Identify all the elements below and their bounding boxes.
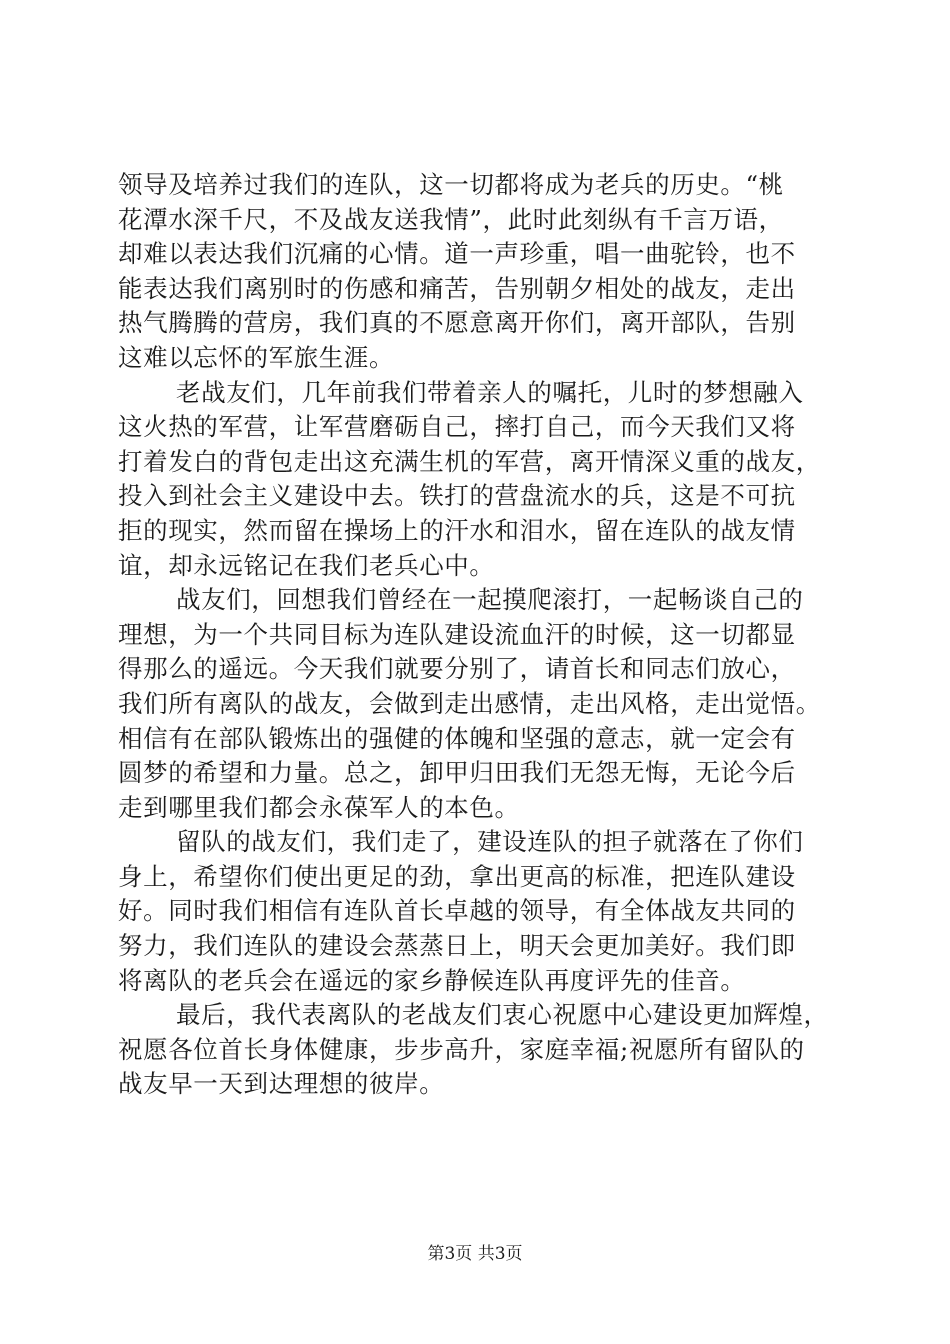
- text-line: 将离队的老兵会在遥远的家乡静候连队再度评先的佳音。: [118, 965, 746, 995]
- text-line: 热气腾腾的营房，我们真的不愿意离开你们，离开部队，告别: [118, 308, 796, 338]
- text-line: 战友早一天到达理想的彼岸。: [118, 1069, 445, 1099]
- text-line: 努力，我们连队的建设会蒸蒸日上，明天会更加美好。我们即: [118, 931, 796, 961]
- text-line: 老战友们，几年前我们带着亲人的嘱托，儿时的梦想融入: [176, 377, 804, 407]
- text-line: 得那么的遥远。今天我们就要分别了，请首长和同志们放心，: [118, 654, 796, 684]
- text-line: 拒的现实，然而留在操场上的汗水和泪水，留在连队的战友情: [118, 515, 796, 545]
- text-line: 最后，我代表离队的老战友们衷心祝愿中心建设更加辉煌，: [176, 1000, 829, 1030]
- paragraph-5: [118, 998, 858, 1102]
- text-line: 这火热的军营，让军营磨砺自己，摔打自己，而今天我们又将: [118, 412, 796, 442]
- page-footer: 第3页 共3页: [427, 1244, 523, 1264]
- document-body: [118, 168, 858, 1102]
- text-line: 好。同时我们相信有连队首长卓越的领导，有全体战友共同的: [118, 896, 796, 926]
- paragraph-3: [118, 583, 858, 825]
- text-line: 却难以表达我们沉痛的心情。道一声珍重，唱一曲驼铃，也不: [118, 239, 796, 269]
- text-line: 身上，希望你们使出更足的劲，拿出更高的标准，把连队建设: [118, 861, 796, 891]
- text-line: 走到哪里我们都会永葆军人的本色。: [118, 792, 520, 822]
- paragraph-2: [118, 376, 858, 584]
- text-line: 打着发白的背包走出这充满生机的军营，离开情深义重的战友，: [118, 446, 821, 476]
- text-line: 我们所有离队的战友，会做到走出感情，走出风格，走出觉悟。: [118, 688, 821, 718]
- text-line: 战友们，回想我们曾经在一起摸爬滚打，一起畅谈自己的: [176, 585, 804, 615]
- text-line: 花潭水深千尺，不及战友送我情”，此时此刻纵有千言万语，: [118, 204, 784, 234]
- text-line: 理想，为一个共同目标为连队建设流血汗的时候，这一切都显: [118, 619, 796, 649]
- text-line: 留队的战友们，我们走了，建设连队的担子就落在了你们: [176, 827, 804, 857]
- paragraph-4: [118, 825, 858, 998]
- text-line: 能表达我们离别时的伤感和痛苦，告别朝夕相处的战友，走出: [118, 273, 796, 303]
- text-line: 祝愿各位首长身体健康，步步高升，家庭幸福;祝愿所有留队的: [118, 1034, 805, 1064]
- text-line: 投入到社会主义建设中去。铁打的营盘流水的兵，这是不可抗: [118, 481, 796, 511]
- text-line: 领导及培养过我们的连队，这一切都将成为老兵的历史。“桃: [118, 170, 784, 199]
- text-line: 这难以忘怀的军旅生涯。: [118, 342, 395, 372]
- text-line: 圆梦的希望和力量。总之，卸甲归田我们无怨无悔，无论今后: [118, 758, 796, 788]
- text-line: 谊，却永远铭记在我们老兵心中。: [118, 550, 495, 580]
- text-line: 相信有在部队锻炼出的强健的体魄和坚强的意志，就一定会有: [118, 723, 796, 753]
- paragraph-1: [118, 168, 858, 376]
